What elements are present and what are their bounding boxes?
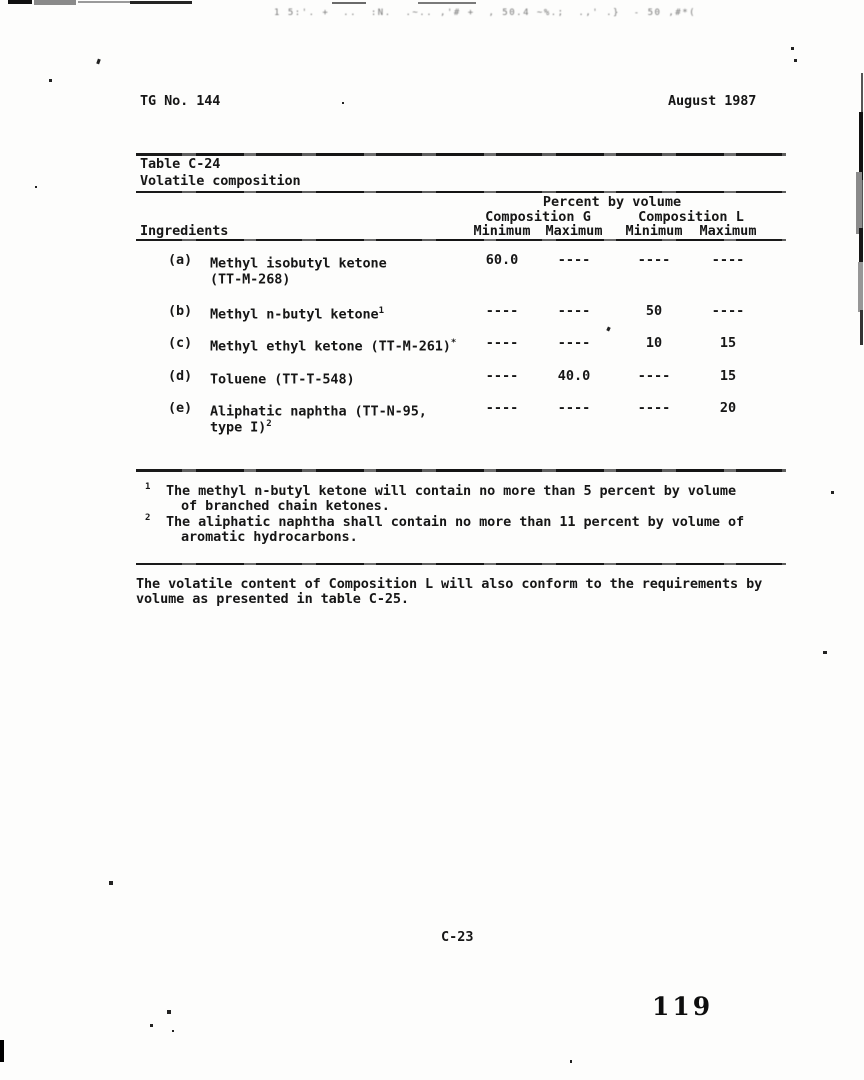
scan-speck	[167, 1010, 171, 1014]
row-key: (b)	[168, 303, 193, 319]
scan-edge-artifact	[858, 262, 863, 312]
table-group-composition-g: Composition G	[485, 209, 591, 225]
row-key: (c)	[168, 335, 193, 351]
footnote-marker: 1	[145, 482, 151, 492]
scan-speck	[831, 491, 834, 494]
scan-edge-artifact	[859, 228, 863, 264]
cell-g-min: ----	[485, 368, 519, 384]
scan-speck	[109, 881, 113, 885]
cell-g-min: 60.0	[485, 252, 519, 268]
document-date: August 1987	[668, 93, 757, 109]
scan-speck	[172, 1030, 174, 1032]
row-ingredient: Methyl n-butyl ketone$^1$	[210, 306, 385, 323]
row-ingredient-line2: type I)$^2$	[210, 419, 272, 436]
table-rule-top	[136, 153, 786, 156]
document-number: TG No. 144	[140, 93, 221, 109]
table-rule-under-title	[136, 191, 786, 193]
cell-l-max: ----	[711, 303, 745, 319]
footnote-ref: 2	[266, 419, 272, 429]
footnote-ref: *	[450, 338, 457, 348]
table-rule-under-headers	[136, 239, 786, 241]
table-header-ingredients: Ingredients	[140, 223, 229, 239]
scan-noise-text: 1 5:'. + .. :N. .~.. ,'# + , 50.4 ~%.; .,' .} - 50 ,#*(	[274, 8, 697, 18]
cell-l-max: ----	[711, 252, 745, 268]
section-page-label: C-23	[441, 929, 474, 945]
cell-g-max: 40.0	[557, 368, 591, 384]
scan-edge-artifact	[78, 1, 130, 3]
scan-edge-artifact	[0, 1040, 4, 1062]
table-header-l-maximum: Maximum	[699, 223, 757, 239]
scan-speck	[49, 79, 52, 82]
scan-speck	[150, 1024, 153, 1027]
table-subtitle: Volatile composition	[140, 173, 301, 189]
footnote-text-line2: of branched chain ketones.	[181, 498, 390, 514]
cell-g-min: ----	[485, 303, 519, 319]
scan-edge-artifact	[8, 0, 32, 4]
page-number: 119	[652, 992, 714, 1021]
body-paragraph-line2: volume as presented in table C-25.	[136, 591, 409, 607]
scan-speck	[794, 59, 797, 62]
cell-l-min: 10	[645, 335, 663, 351]
scan-edge-artifact	[859, 112, 863, 180]
scan-speck	[606, 327, 610, 332]
scan-edge-artifact	[860, 310, 863, 345]
scan-speck	[570, 1060, 572, 1063]
cell-l-min: ----	[637, 252, 671, 268]
cell-l-min: ----	[637, 400, 671, 416]
cell-l-min: 50	[645, 303, 663, 319]
cell-l-max: 20	[719, 400, 737, 416]
table-header-g-minimum: Minimum	[473, 223, 531, 239]
row-ingredient: Methyl isobutyl ketone	[210, 255, 387, 272]
scan-edge-artifact	[418, 2, 476, 4]
footnote-text-line2: aromatic hydrocarbons.	[181, 529, 358, 545]
row-key: (a)	[168, 252, 193, 268]
row-key: (e)	[168, 400, 193, 416]
body-paragraph-line1: The volatile content of Composition L will also conform to the requirements by	[136, 576, 763, 592]
scan-edge-artifact	[856, 172, 862, 234]
cell-g-max: ----	[557, 252, 591, 268]
scan-speck	[823, 651, 827, 654]
cell-l-min: ----	[637, 368, 671, 384]
cell-g-max: ----	[557, 303, 591, 319]
row-ingredient: Aliphatic naphtha (TT-N-95,	[210, 403, 427, 420]
footnote-ref: 1	[378, 306, 385, 316]
cell-l-max: 15	[719, 335, 737, 351]
scan-speck	[342, 102, 344, 104]
row-key: (d)	[168, 368, 193, 384]
table-header-l-minimum: Minimum	[625, 223, 683, 239]
table-rule-below-footnotes	[136, 563, 786, 565]
scan-edge-artifact	[130, 1, 192, 4]
scan-edge-artifact	[34, 0, 76, 5]
table-group-composition-l: Composition L	[638, 209, 744, 225]
cell-g-min: ----	[485, 400, 519, 416]
cell-l-max: 15	[719, 368, 737, 384]
scan-speck	[791, 47, 794, 50]
table-header-g-maximum: Maximum	[545, 223, 603, 239]
table-group-header: Percent by volume	[542, 194, 682, 210]
cell-g-max: ----	[557, 335, 591, 351]
cell-g-max: ----	[557, 400, 591, 416]
table-rule-above-footnotes	[136, 469, 786, 472]
scan-speck	[35, 186, 37, 188]
footnote-text: The aliphatic naphtha shall contain no more than 11 percent by volume of	[166, 514, 744, 530]
scan-edge-artifact	[332, 2, 366, 4]
row-ingredient: Toluene (TT-T-548)	[210, 371, 355, 388]
table-title: Table C-24	[140, 156, 221, 172]
footnote-text: The methyl n-butyl ketone will contain no more than 5 percent by volume	[166, 483, 736, 499]
row-ingredient-line2: (TT-M-268)	[210, 271, 291, 288]
row-ingredient: Methyl ethyl ketone (TT-M-261)*	[210, 338, 457, 355]
scan-speck	[96, 59, 101, 65]
cell-g-min: ----	[485, 335, 519, 351]
footnote-marker: 2	[145, 513, 151, 523]
